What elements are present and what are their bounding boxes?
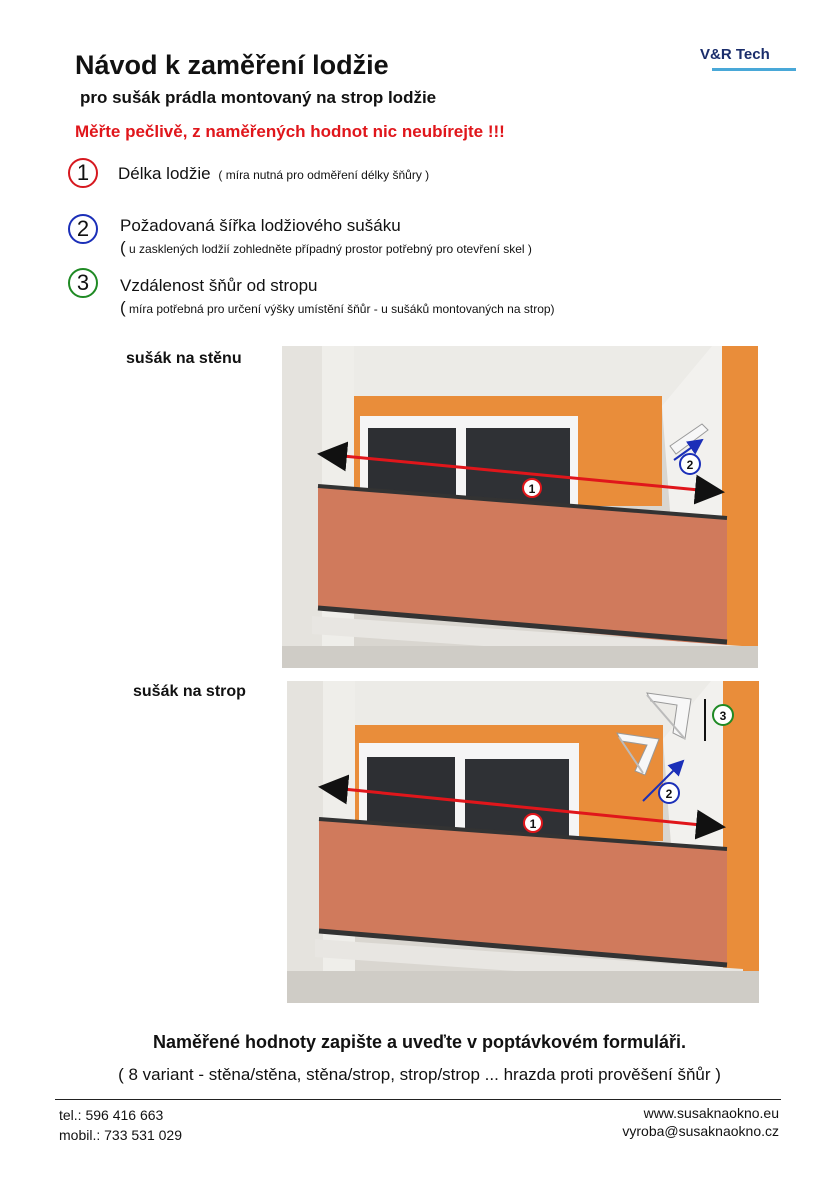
- item-2-title: Požadovaná šířka lodžiového sušáku: [120, 216, 401, 235]
- item-1-note: míra nutná pro odměření délky šňůry: [225, 168, 422, 182]
- outer-wall-right: [722, 346, 758, 668]
- measurement-list: [68, 158, 788, 328]
- footer-tel: tel.: 596 416 663: [59, 1107, 164, 1123]
- item-1-text: [118, 164, 429, 184]
- footer-divider: [55, 1099, 781, 1100]
- page-title: Návod k zaměření lodžie: [75, 50, 389, 80]
- item-2-note: u zasklených lodžií zohledněte případný prostor potřebný pro otevření skel: [129, 242, 525, 256]
- wall-dryer-photo: [282, 346, 758, 668]
- item-3-title: Vzdálenost šňůr od stropu: [120, 276, 318, 295]
- item-1-number: 1: [68, 158, 98, 188]
- footer-web[interactable]: www.susaknaokno.eu: [643, 1105, 779, 1121]
- logo-underline: [712, 68, 796, 71]
- footer-email[interactable]: vyroba@susaknaokno.cz: [622, 1123, 779, 1139]
- ceiling-dryer-photo: [287, 681, 759, 1003]
- item-3-text: [120, 276, 555, 318]
- company-logo: [700, 46, 800, 72]
- marker-2b-text: 2: [665, 787, 673, 801]
- bottom-instruction: Naměřené hodnoty zapište a uveďte v poptávkovém formuláři.: [152, 1032, 687, 1052]
- bottom-variants: ( 8 variant - stěna/stěna, stěna/strop, strop/strop ... hrazda proti prověšení šňůr ): [118, 1065, 721, 1084]
- marker-2-text: 2: [686, 458, 694, 472]
- marker-3-text: 3: [719, 709, 727, 723]
- ceiling-section-label: sušák na strop: [133, 683, 246, 700]
- marker-1b-text: 1: [529, 817, 537, 831]
- marker-1-text: 1: [528, 482, 536, 496]
- footer-mobil: mobil.: 733 531 029: [59, 1127, 182, 1143]
- logo-text: V&R Tech: [700, 46, 770, 63]
- item-3-number: 3: [68, 268, 98, 298]
- item-1-title: Délka lodžie: [118, 164, 211, 183]
- window-pane-right: [466, 428, 570, 506]
- item-1-note-wrap: ( míra nutná pro odměření délky šňůry ): [215, 168, 430, 182]
- item-2-number: 2: [68, 214, 98, 244]
- item-3-note-wrap: ( míra potřebná pro určení výšky umístění šňůr - u sušáků montovaných na strop): [120, 298, 555, 317]
- item-2-note-wrap: ( u zasklených lodžií zohledněte případný prostor potřebný pro otevření skel ): [120, 238, 532, 257]
- warning-text: Měřte pečlivě, z naměřených hodnot nic neubírejte !!!: [75, 122, 505, 141]
- page-subtitle: pro sušák prádla montovaný na strop lodžie: [80, 88, 437, 107]
- item-2-text: [120, 216, 532, 258]
- item-3-note: míra potřebná pro určení výšky umístění šňůr - u sušáků montovaných na strop: [129, 302, 551, 316]
- wall-section-label: sušák na stěnu: [126, 350, 242, 367]
